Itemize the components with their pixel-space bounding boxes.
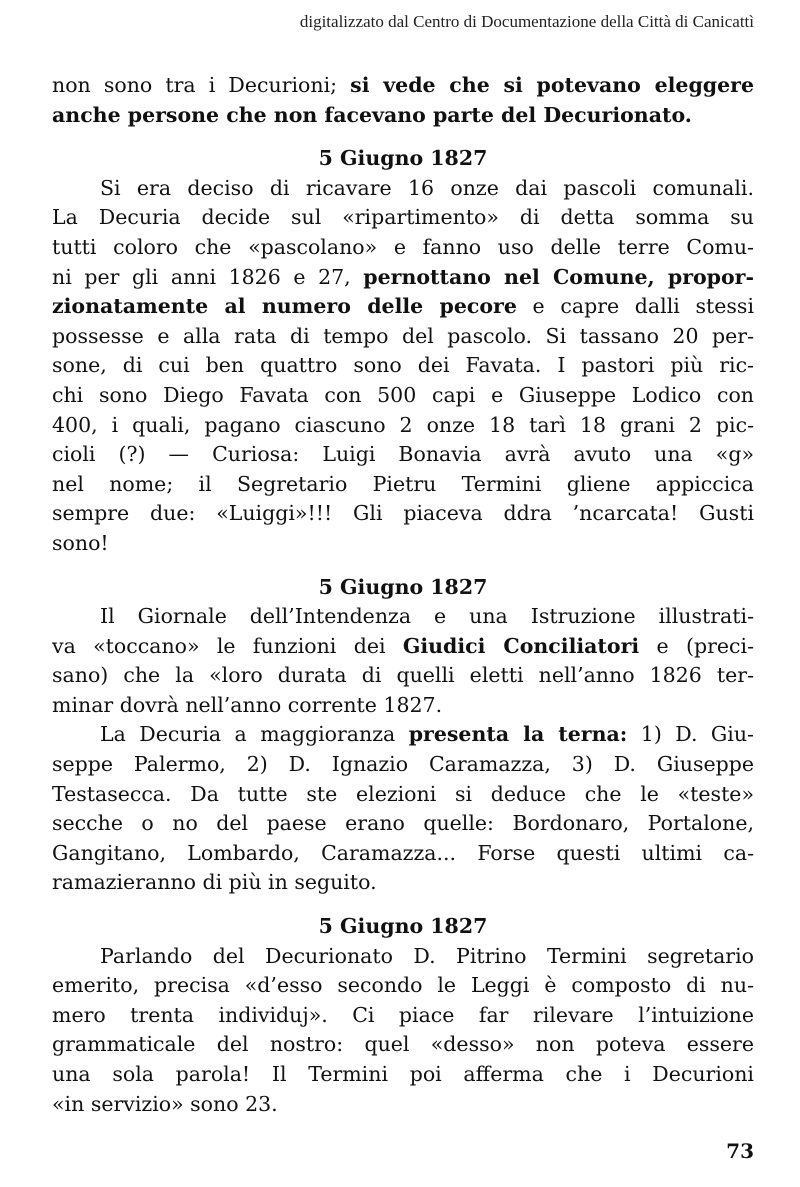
text-line <box>52 440 754 470</box>
text-line <box>52 750 754 780</box>
text-line <box>52 411 754 441</box>
text-run: va «toccano» le funzioni dei <box>52 633 403 658</box>
text-line <box>52 1030 754 1060</box>
text-run: sempre due: «Luiggi»!!! Gli piaceva ddra ’ncarcata! Gusti <box>52 501 754 526</box>
text-line <box>52 71 754 101</box>
bold-text: anche persone che non facevano parte del Decurionato. <box>52 102 692 127</box>
text-run: Parlando del Decurionato D. Pitrino Termini segretario <box>100 943 754 968</box>
section-date-heading: 5 Giugno 1827 <box>318 914 488 939</box>
text-line <box>52 720 754 750</box>
document-section <box>52 559 754 899</box>
text-line <box>52 1001 754 1031</box>
text-line <box>52 203 754 233</box>
page-number: 73 <box>726 1139 754 1163</box>
text-line <box>52 381 754 411</box>
text-run: tutti coloro che «pascolano» e fanno uso delle terre Comu- <box>52 234 754 259</box>
document-section <box>52 898 754 1119</box>
text-run: 1) D. Giu- <box>627 722 754 747</box>
text-line <box>52 499 754 529</box>
text-run: Il Giornale dell’Intendenza e una Istruzione illustrati- <box>100 604 754 629</box>
text-line <box>52 868 754 898</box>
text-line <box>52 1060 754 1090</box>
text-line <box>52 661 754 691</box>
text-run: 400, i quali, pagano ciascuno 2 onze 18 tarì 18 grani 2 pic- <box>52 412 754 437</box>
text-run: e (preci- <box>639 633 755 658</box>
document-section <box>52 71 754 130</box>
text-run: mero trenta individuj». Ci piace far rilevare l’intuizione <box>52 1002 754 1027</box>
text-run: chi sono Diego Favata con 500 capi e Giuseppe Lodico con <box>52 382 754 407</box>
text-line <box>52 351 754 381</box>
text-line <box>52 839 754 869</box>
bold-text: presenta la terna: <box>408 722 628 747</box>
text-run: una sola parola! Il Termini poi afferma che i Decurioni <box>52 1062 754 1086</box>
text-line <box>52 691 754 721</box>
text-line <box>52 1090 754 1120</box>
text-line <box>52 101 754 131</box>
bold-text: pernottano nel Comune, propor- <box>363 264 754 289</box>
text-line <box>52 809 754 839</box>
text-line <box>52 942 754 972</box>
text-line <box>52 292 754 322</box>
text-run: La Decuria decide sul «ripartimento» di detta somma su <box>52 205 754 230</box>
text-run: cioli (?) — Curiosa: Luigi Bonavia avrà avuto una «g» <box>52 442 754 467</box>
text-run: La Decuria a maggioranza <box>100 722 409 747</box>
text-run: possesse e alla rata di tempo del pascolo. Si tassano 20 per- <box>52 323 754 348</box>
text-run: sono! <box>52 530 109 555</box>
document-section <box>52 130 754 558</box>
text-run: seppe Palermo, 2) D. Ignazio Caramazza, 3) D. Giuseppe <box>52 752 754 777</box>
text-line <box>52 529 754 559</box>
text-line <box>52 971 754 1001</box>
text-line <box>52 632 754 662</box>
section-date-heading: 5 Giugno 1827 <box>318 146 488 171</box>
digitization-note: digitalizzato dal Centro di Documentazione della Città di Canicattì <box>299 12 754 31</box>
text-line <box>52 174 754 204</box>
text-run: secche o no del paese erano quelle: Bordonaro, Portalone, <box>52 811 754 836</box>
text-run: minar dovrà nell’anno corrente 1827. <box>52 692 443 717</box>
section-spacer <box>52 898 754 912</box>
text-run: emerito, precisa «d’esso secondo le Leggi è composto di nu- <box>52 973 754 998</box>
text-run: sano) che la «loro durata di quelli eletti nell’anno 1826 ter- <box>52 663 754 688</box>
text-run: ni per gli anni 1826 e 27, <box>52 264 364 289</box>
bold-text: si vede che si potevano eleggere <box>350 73 754 97</box>
text-run: Testasecca. Da tutte ste elezioni si deduce che le «teste» <box>52 781 754 806</box>
text-run: sone, di cui ben quattro sono dei Favata. I pastori più ric- <box>52 353 754 378</box>
section-spacer <box>52 130 754 144</box>
section-spacer <box>52 559 754 573</box>
text-run: nel nome; il Segretario Pietru Termini gliene appiccica <box>52 471 754 496</box>
document-body <box>52 71 754 1119</box>
text-run: Gangitano, Lombardo, Caramazza... Forse questi ultimi ca- <box>52 840 754 865</box>
section-date-heading: 5 Giugno 1827 <box>318 574 488 599</box>
text-line <box>52 780 754 810</box>
text-line <box>52 602 754 632</box>
text-run: e capre dalli stessi <box>516 294 754 319</box>
text-line <box>52 322 754 352</box>
text-run: grammaticale del nostro: quel «desso» non poteva essere <box>52 1032 754 1057</box>
text-line <box>52 263 754 293</box>
text-line <box>52 470 754 500</box>
bold-text: Giudici Conciliatori <box>402 633 640 658</box>
text-run: non sono tra i Decurioni; <box>52 73 351 97</box>
text-line <box>52 233 754 263</box>
text-run: «in servizio» sono 23. <box>52 1091 278 1116</box>
text-run: Si era deciso di ricavare 16 onze dai pascoli comunali. <box>100 175 754 200</box>
text-run: ramazieranno di più in seguito. <box>52 870 377 895</box>
bold-text: zionatamente al numero delle pecore <box>52 294 517 319</box>
